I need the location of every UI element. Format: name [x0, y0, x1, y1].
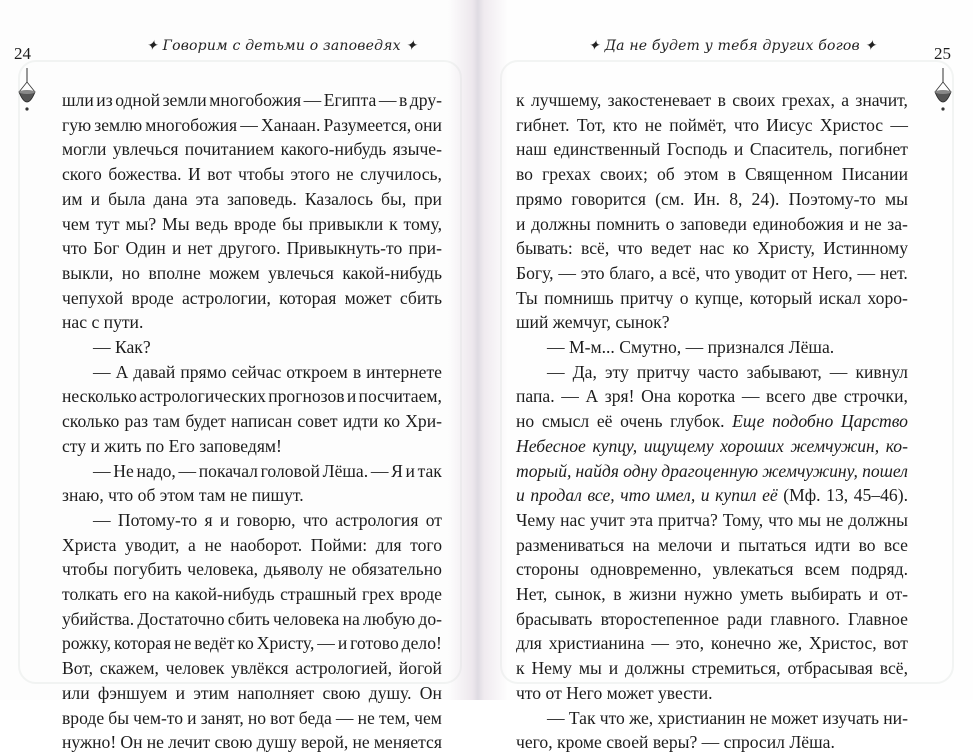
text-line: — Потому-то я и говорю, что астрология от	[93, 509, 442, 530]
text-line: прямо говорится (см. Ин. 8, 24). Поэтому-то мы	[516, 188, 908, 209]
text-line: и продал все, что имел, и купил её (Мф. 13, 45–46).	[516, 485, 908, 506]
text-line: ского божества. И вот чтобы этого не случилось,	[62, 164, 442, 185]
text-line: Богу, — это благо, а всё, что уводит от Него, — нет.	[516, 262, 908, 283]
text-line: торый, найдя одну драгоценную жемчужину, пошел	[516, 460, 908, 481]
text-line: что от Него может увести.	[516, 682, 713, 703]
text-line: гую землю многобожия — Ханаан. Разумеется, они	[62, 114, 442, 135]
text-line: — Да, эту притчу часто забывают, — кивнул	[547, 361, 908, 382]
header-star-icon: ✦	[859, 38, 877, 54]
text-line: стороны одновременно, увлекаться всем подряд.	[516, 559, 908, 580]
text-line: чепухой вроде астрологии, которая может сбить	[62, 287, 442, 308]
text-line: или фэншуем и этим наполняет свою душу. Он	[62, 682, 442, 703]
text-line: чего, кроме своей веры? — спросил Лёша.	[516, 732, 835, 753]
running-header	[146, 38, 417, 54]
text-line: бывать: всё, что ведет нас ко Христу, Истинному	[516, 238, 908, 259]
lampada-icon	[932, 68, 954, 118]
text-line: — Не надо, — покачал головой Лёша. — Я и так	[93, 460, 442, 481]
text-line: выкли, но вполне можем увлечься какой-нибудь	[62, 262, 442, 283]
text-line: вроде бы чем-то и занят, но вот беда — не тем, чем	[62, 707, 442, 728]
text-line: брасывать второстепенное ради главного. Главное	[516, 608, 908, 629]
text-line: и должны помнить о заповеди единобожия и не за-	[516, 213, 908, 234]
left-page	[0, 0, 478, 753]
text-line: толкать его на какой-нибудь страшный грех вроде	[62, 584, 442, 605]
text-line: знаю, что об этом там не пишут.	[62, 485, 304, 506]
text-line: им и была дана эта заповедь. Казалось бы, при	[62, 188, 442, 209]
text-line: шли из одной земли многобожия — Египта — в дру-	[62, 90, 442, 110]
text-line: несколько астрологических прогнозов и посчитаем,	[62, 386, 442, 407]
left-page-text	[62, 88, 442, 755]
text-line: нужно! Он не лечит свою душу верой, не меняется	[62, 732, 442, 753]
header-star-icon: ✦	[146, 38, 163, 54]
right-page-text	[516, 88, 908, 755]
header-star-icon: ✦	[588, 38, 605, 54]
text-line: к лучшему, закостеневает в своих грехах, а значит,	[516, 90, 908, 110]
header-title: Говорим с детьми о заповедях	[162, 38, 401, 54]
text-line: размениваться на мелочи и пытаться идти во все	[516, 534, 908, 555]
text-line: но смысл её очень глубок. Еще подобно Царство	[516, 411, 908, 432]
text-line: ший жемчуг, сынок?	[516, 312, 670, 333]
text-line: к Нему мы и должны стремиться, отбрасывая всё,	[516, 658, 908, 679]
text-line: сту и жить по Его заповедям!	[62, 435, 282, 456]
text-line: Небесное купцу, ищущему хороших жемчужин, ко-	[516, 435, 908, 456]
text-line: могли увлечься почитанием какого-нибудь языче-	[62, 139, 442, 160]
text-line: чем тут мы? Мы ведь вроде бы привыкли к тому,	[62, 213, 442, 234]
text-line: Христа уводит, а не наоборот. Пойми: для того	[62, 534, 442, 555]
text-line: сколько раз там будет написан совет идти ко Хри-	[62, 411, 442, 432]
text-line: гибнет. Тот, кто не поймёт, что Иисус Христос —	[516, 114, 908, 135]
text-line: Чему нас учит эта притча? Тому, что мы не должны	[516, 509, 908, 530]
running-header	[588, 38, 877, 54]
text-line: нас с пути.	[62, 312, 144, 333]
text-line: для христианина — это, конечно же, Христос, вот	[516, 633, 908, 654]
text-line: чтобы погубить человека, дьяволу не обязательно	[62, 559, 442, 580]
text-line: — А давай прямо сейчас откроем в интернете	[93, 361, 442, 382]
text-line: во грехах своих; об этом в Священном Писании	[516, 164, 908, 185]
text-line: — Как?	[93, 337, 151, 358]
text-line: — М-м... Смутно, — признался Лёша.	[547, 337, 835, 358]
text-line: — Так что же, христианин не может изучать ни-	[547, 707, 908, 728]
text-line: убийства. Достаточно сбить человека на любую до-	[62, 608, 442, 629]
lampada-icon	[16, 68, 38, 118]
text-line: Нет, сынок, в жизни нужно уметь выбирать и от-	[516, 584, 908, 605]
text-line: рожку, которая не ведёт ко Христу, — и готово дело!	[62, 633, 442, 654]
right-page	[478, 0, 973, 753]
text-line: Вот, скажем, человек увлёкся астрологией, йогой	[62, 658, 442, 679]
text-line: что Бог Один и нет другого. Привыкнуть-то при-	[62, 238, 442, 259]
header-star-icon: ✦	[400, 38, 418, 54]
header-title: Да не будет у тебя других богов	[604, 38, 860, 54]
text-line: Ты помнишь притчу о купце, который искал хоро-	[516, 287, 908, 308]
text-line: папа. — А зря! Она коротка — всего две строчки,	[516, 386, 908, 407]
page-number: 25	[934, 44, 951, 63]
page-number: 24	[14, 44, 31, 63]
text-line: наш единственный Господь и Спаситель, погибнет	[516, 139, 908, 160]
